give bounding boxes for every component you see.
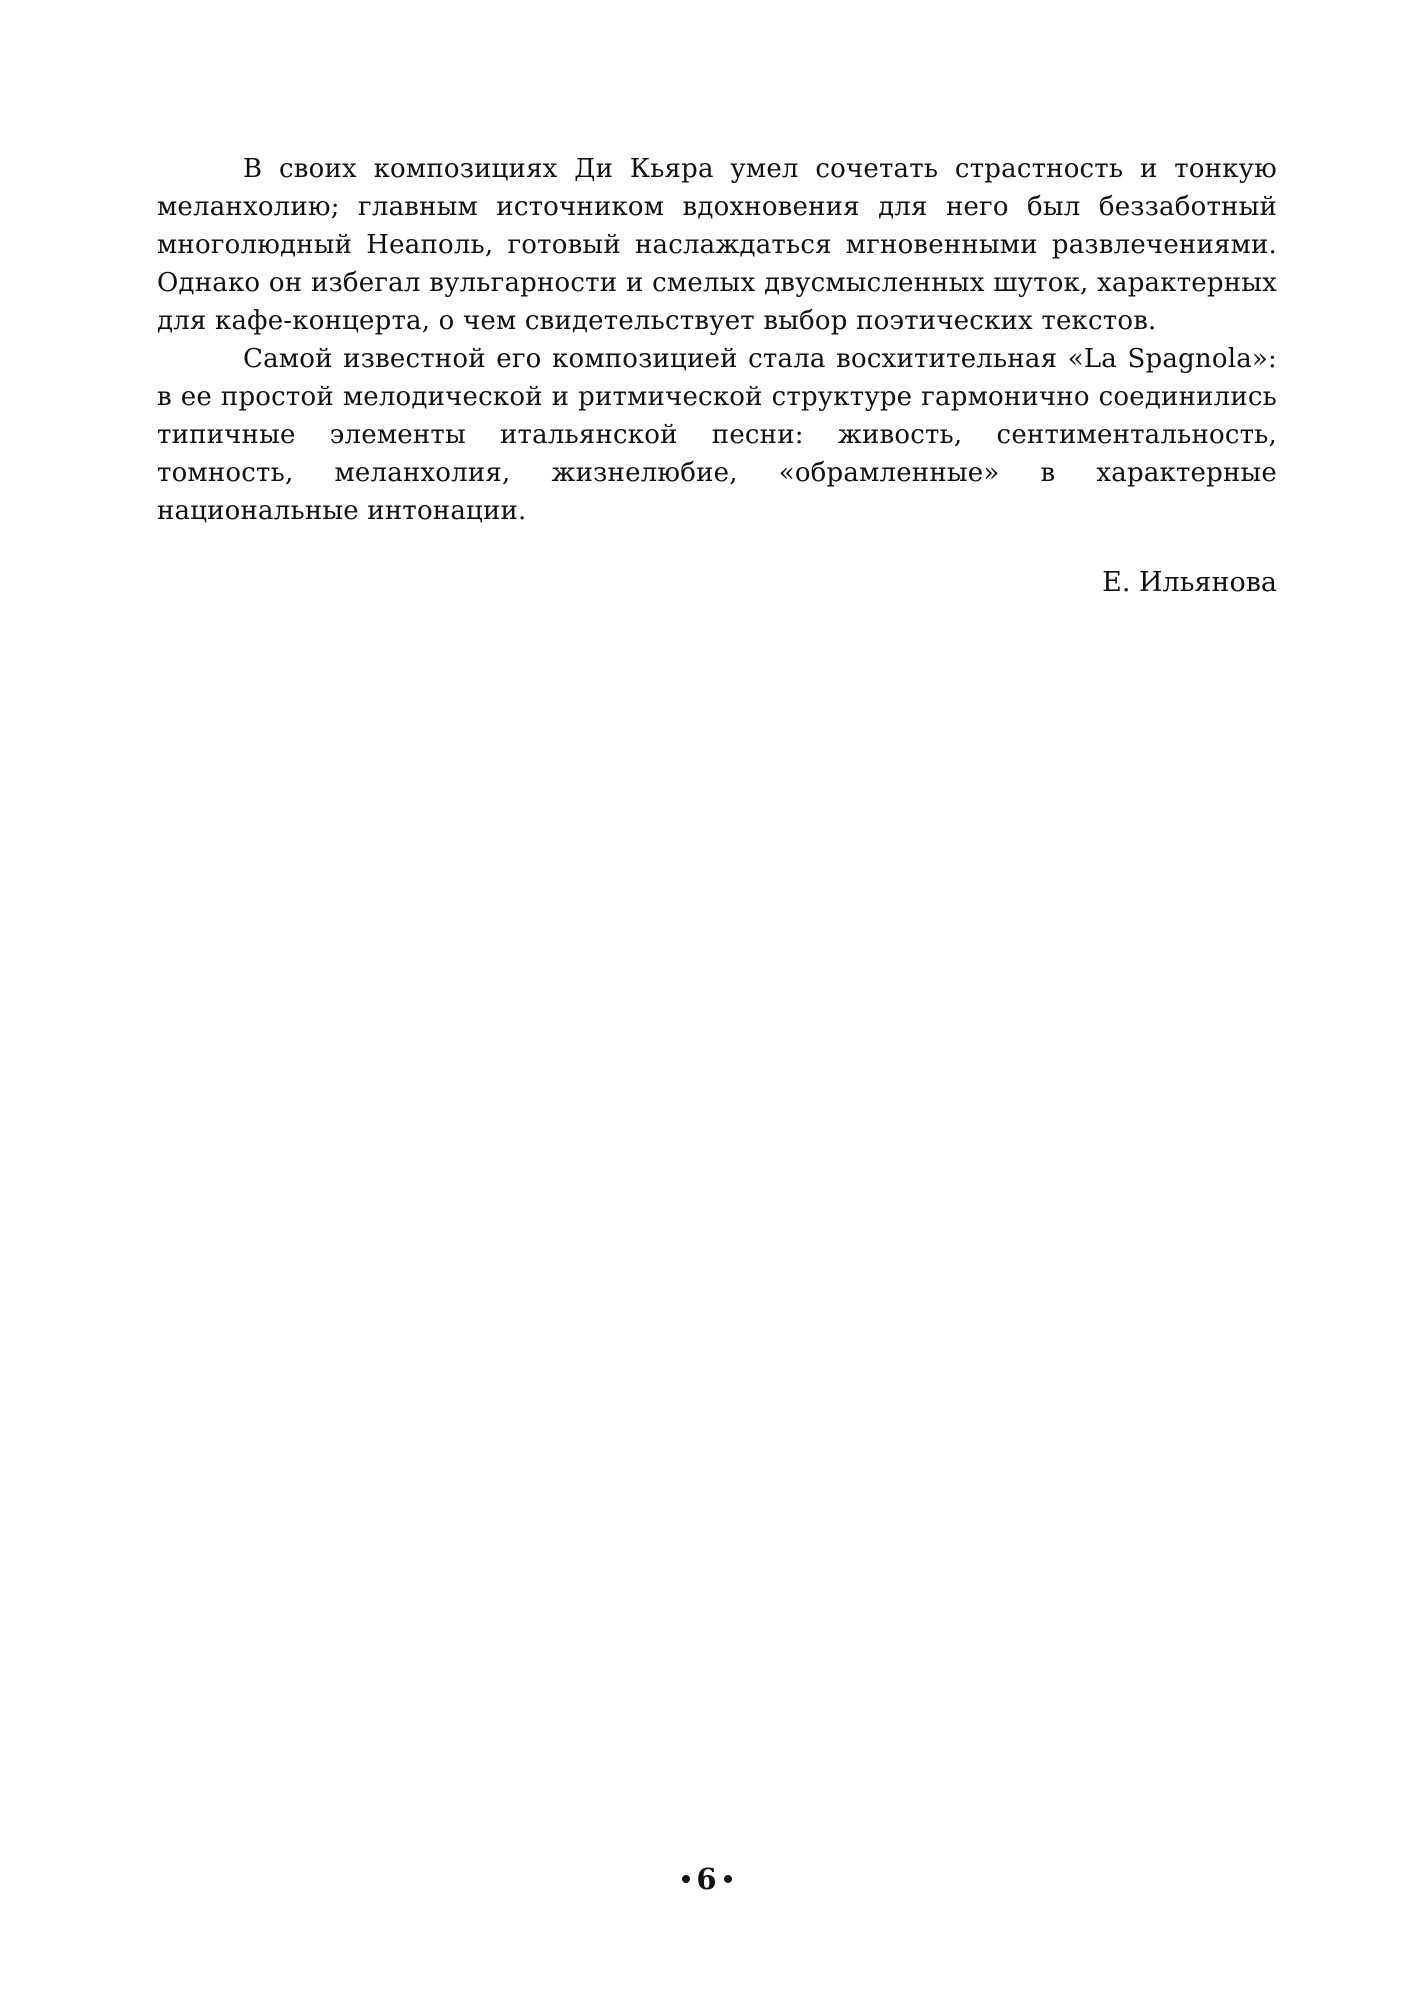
article-text <box>157 150 1277 602</box>
author-signature: Е. Ильянова <box>1102 567 1277 598</box>
page-number-value: 6 <box>696 1862 718 1896</box>
paragraph-2: Самой известной его композицией стала восхитительная «La Spagnola»: в ее простой мелодической и ритмической структуре гармонично соединились типичные элементы итальянской песни: живость, сентиментальность, томность, меланхолия, жизнелюбие, «обрамленные» в характерные национальные интонации. <box>157 344 1277 526</box>
bullet-left-icon <box>682 1875 690 1883</box>
paragraph-1: В своих композициях Ди Кьяра умел сочетать страстность и тонкую меланхолию; главным источником вдохновения для него был беззаботный многолюдный Неаполь, готовый наслаждаться мгновенными развлечениями. Однако он избегал вульгарности и смелых двусмысленных шуток, характерных для кафе-концерта, о чем свидетельствует выбор поэтических текстов. <box>157 154 1277 336</box>
bullet-right-icon <box>724 1875 732 1883</box>
page-number <box>0 1862 1414 1896</box>
